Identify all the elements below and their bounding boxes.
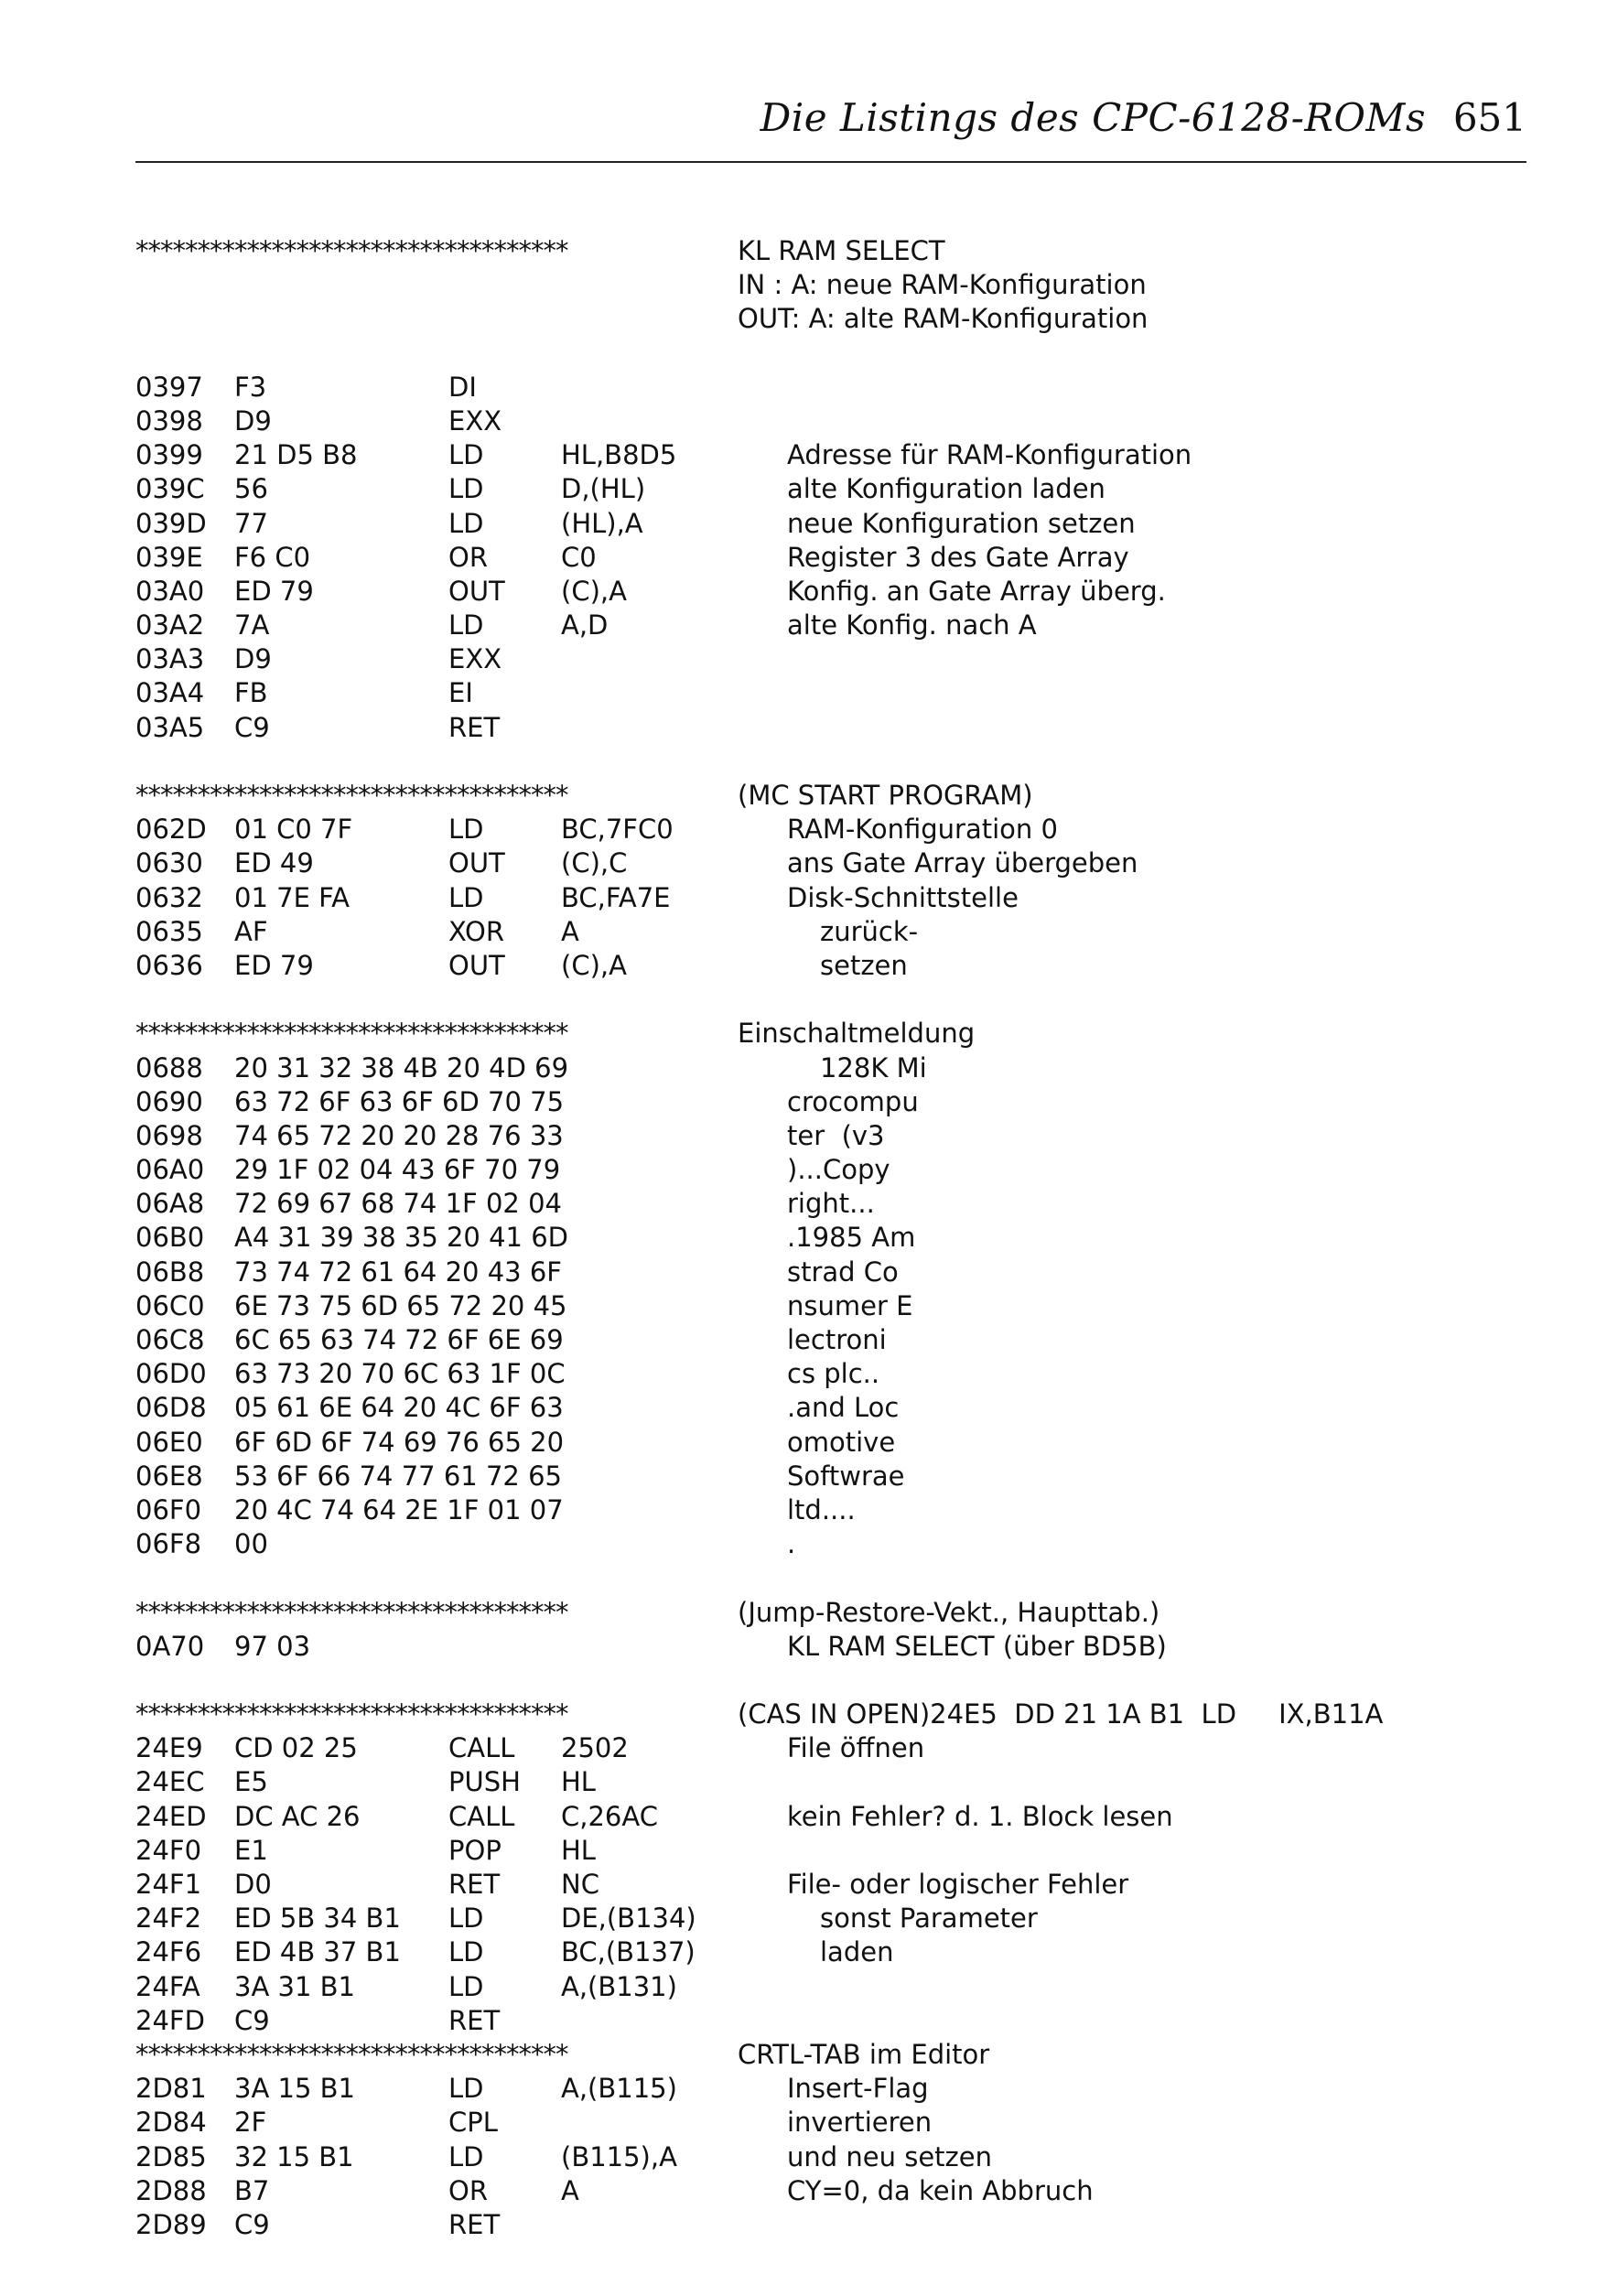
operand: (HL),A xyxy=(561,507,643,539)
address: 0A70 xyxy=(135,1630,205,1662)
address: 0690 xyxy=(135,1085,203,1117)
mnemonic: CALL xyxy=(448,1732,515,1764)
hex-bytes: 72 69 67 68 74 1F 02 04 xyxy=(234,1188,562,1220)
hex-bytes: 73 74 72 61 64 20 43 6F xyxy=(234,1256,562,1288)
comment: . xyxy=(787,1528,796,1560)
section-header-text: CRTL-TAB im Editor xyxy=(738,2038,990,2070)
code-row xyxy=(135,2072,1526,2106)
hex-bytes: E5 xyxy=(234,1766,268,1798)
operand: HL xyxy=(561,1766,596,1798)
separator-stars: *********************************** xyxy=(135,780,568,811)
mnemonic: POP xyxy=(448,1834,502,1866)
operand: (C),C xyxy=(561,847,628,879)
mnemonic: OR xyxy=(448,541,488,573)
address: 0688 xyxy=(135,1051,203,1083)
address: 2D81 xyxy=(135,2073,207,2105)
comment: Softwrae xyxy=(787,1460,905,1492)
operand: D,(HL) xyxy=(561,473,646,505)
mnemonic: RET xyxy=(448,2208,501,2240)
hex-bytes: 6F 6D 6F 74 69 76 65 20 xyxy=(234,1426,565,1458)
page-number: 651 xyxy=(1452,95,1526,140)
address: 039E xyxy=(135,541,203,573)
address: 06F8 xyxy=(135,1528,202,1560)
hex-bytes: 2F xyxy=(234,2107,267,2139)
comment: Disk-Schnittstelle xyxy=(787,881,1019,913)
hex-bytes: 20 31 32 38 4B 20 4D 69 xyxy=(234,1051,569,1083)
mnemonic: DI xyxy=(448,371,477,403)
mnemonic: EXX xyxy=(448,643,502,675)
operand: A,(B115) xyxy=(561,2073,677,2105)
address: 24F6 xyxy=(135,1936,202,1968)
hex-bytes: FB xyxy=(234,677,268,709)
comment: Adresse für RAM-Konfiguration xyxy=(787,439,1192,471)
mnemonic: EI xyxy=(448,677,473,709)
hex-bytes: F3 xyxy=(234,371,267,403)
hex-bytes: CD 02 25 xyxy=(234,1732,358,1764)
mnemonic: LD xyxy=(448,609,484,641)
comment: KL RAM SELECT (über BD5B) xyxy=(787,1630,1167,1662)
section-header-text: (Jump-Restore-Vekt., Haupttab.) xyxy=(738,1596,1160,1628)
address: 06D0 xyxy=(135,1358,207,1390)
operand: (B115),A xyxy=(561,2140,677,2172)
comment: alte Konfig. nach A xyxy=(787,609,1037,641)
operand: C,26AC xyxy=(561,1800,658,1832)
separator-stars: *********************************** xyxy=(135,1596,568,1628)
operand: A,(B131) xyxy=(561,1970,677,2002)
address: 03A5 xyxy=(135,711,205,743)
section-header-line xyxy=(135,302,1526,336)
hex-bytes: ED 5B 34 B1 xyxy=(234,1903,401,1935)
address: 2D84 xyxy=(135,2107,207,2139)
mnemonic: OR xyxy=(448,2174,488,2206)
code-row xyxy=(135,1085,1526,1119)
comment: )...Copy xyxy=(787,1154,890,1186)
code-row xyxy=(135,1119,1526,1153)
mnemonic: LD xyxy=(448,507,484,539)
code-row xyxy=(135,1357,1526,1391)
address: 06B8 xyxy=(135,1256,205,1288)
section-header-line xyxy=(135,1698,1526,1731)
hex-bytes: 3A 31 B1 xyxy=(234,1970,355,2002)
hex-bytes: 77 xyxy=(234,507,268,539)
address: 0398 xyxy=(135,404,203,437)
comment: strad Co xyxy=(787,1256,899,1288)
code-row xyxy=(135,1493,1526,1527)
address: 06E8 xyxy=(135,1460,203,1492)
blank-line xyxy=(135,1561,1526,1595)
operand: HL,B8D5 xyxy=(561,439,677,471)
operand: NC xyxy=(561,1869,599,1900)
code-row xyxy=(135,1800,1526,1834)
code-row xyxy=(135,1902,1526,1935)
code-row xyxy=(135,472,1526,506)
section-header-line xyxy=(135,268,1526,302)
code-row xyxy=(135,404,1526,438)
code-row xyxy=(135,1935,1526,1969)
code-row xyxy=(135,438,1526,472)
separator-stars: *********************************** xyxy=(135,2038,568,2070)
address: 24F2 xyxy=(135,1903,202,1935)
address: 03A3 xyxy=(135,643,205,675)
mnemonic: RET xyxy=(448,2004,501,2036)
code-row xyxy=(135,2174,1526,2208)
assembly-listing xyxy=(135,234,1526,2242)
address: 03A0 xyxy=(135,575,205,607)
hex-bytes: C9 xyxy=(234,2208,270,2240)
code-row xyxy=(135,2208,1526,2242)
code-row xyxy=(135,507,1526,541)
comment: sonst Parameter xyxy=(820,1903,1038,1935)
hex-bytes: ED 79 xyxy=(234,575,314,607)
code-row xyxy=(135,1460,1526,1493)
address: 039C xyxy=(135,473,205,505)
hex-bytes: 97 03 xyxy=(234,1630,311,1662)
mnemonic: RET xyxy=(448,1869,501,1900)
code-row xyxy=(135,609,1526,642)
comment: ans Gate Array übergeben xyxy=(787,847,1138,879)
address: 0698 xyxy=(135,1119,203,1151)
section-header-line xyxy=(135,234,1526,268)
mnemonic: CALL xyxy=(448,1800,515,1832)
address: 062D xyxy=(135,814,207,846)
section-header-line xyxy=(135,1017,1526,1051)
mnemonic: LD xyxy=(448,473,484,505)
comment: ter (v3 xyxy=(787,1119,885,1151)
mnemonic: OUT xyxy=(448,575,505,607)
code-row xyxy=(135,2140,1526,2174)
hex-bytes: ED 79 xyxy=(234,949,314,981)
blank-line xyxy=(135,337,1526,371)
comment: kein Fehler? d. 1. Block lesen xyxy=(787,1800,1173,1832)
operand: (C),A xyxy=(561,575,627,607)
hex-bytes: DC AC 26 xyxy=(234,1800,361,1832)
hex-bytes: ED 4B 37 B1 xyxy=(234,1936,401,1968)
code-row xyxy=(135,1731,1526,1765)
blank-line xyxy=(135,745,1526,779)
mnemonic: LD xyxy=(448,2073,484,2105)
section-header-text: Einschaltmeldung xyxy=(738,1018,976,1050)
hex-bytes: F6 C0 xyxy=(234,541,311,573)
comment: setzen xyxy=(820,949,908,981)
comment: CY=0, da kein Abbruch xyxy=(787,2174,1094,2206)
code-row xyxy=(135,575,1526,609)
section-header-line xyxy=(135,1596,1526,1630)
comment: ltd.... xyxy=(787,1493,856,1525)
hex-bytes: 29 1F 02 04 43 6F 70 79 xyxy=(234,1154,561,1186)
code-row xyxy=(135,2106,1526,2140)
code-row xyxy=(135,1527,1526,1561)
address: 24ED xyxy=(135,1800,207,1832)
operand: HL xyxy=(561,1834,596,1866)
address: 0399 xyxy=(135,439,203,471)
code-row xyxy=(135,1323,1526,1357)
section-header-line xyxy=(135,779,1526,813)
comment: crocompu xyxy=(787,1085,919,1117)
address: 24FD xyxy=(135,2004,205,2036)
address: 06C8 xyxy=(135,1324,205,1355)
section-header-text: (CAS IN OPEN)24E5 DD 21 1A B1 LD IX,B11A xyxy=(738,1698,1384,1730)
hex-bytes: C9 xyxy=(234,2004,270,2036)
hex-bytes: 74 65 72 20 20 28 76 33 xyxy=(234,1119,564,1151)
comment: nsumer E xyxy=(787,1289,913,1321)
page-title: Die Listings des CPC-6128-ROMs xyxy=(760,95,1426,140)
hex-bytes: D9 xyxy=(234,643,272,675)
hex-bytes: 01 7E FA xyxy=(234,881,350,913)
code-row xyxy=(135,1970,1526,2004)
address: 24E9 xyxy=(135,1732,203,1764)
operand: BC,(B137) xyxy=(561,1936,696,1968)
address: 24F1 xyxy=(135,1869,202,1900)
hex-bytes: 53 6F 66 74 77 61 72 65 xyxy=(234,1460,562,1492)
address: 2D88 xyxy=(135,2174,207,2206)
code-row xyxy=(135,1426,1526,1460)
hex-bytes: 6E 73 75 6D 65 72 20 45 xyxy=(234,1289,567,1321)
comment: cs plc.. xyxy=(787,1358,880,1390)
address: 0397 xyxy=(135,371,203,403)
address: 24EC xyxy=(135,1766,205,1798)
operand: DE,(B134) xyxy=(561,1903,696,1935)
code-row xyxy=(135,676,1526,710)
comment: File öffnen xyxy=(787,1732,925,1764)
hex-bytes: AF xyxy=(234,915,268,947)
mnemonic: PUSH xyxy=(448,1766,521,1798)
address: 24F0 xyxy=(135,1834,202,1866)
address: 2D89 xyxy=(135,2208,207,2240)
page-header xyxy=(135,88,1526,163)
hex-bytes: E1 xyxy=(234,1834,268,1866)
address: 06A8 xyxy=(135,1188,205,1220)
mnemonic: LD xyxy=(448,1970,484,2002)
comment: zurück- xyxy=(820,915,919,947)
code-row xyxy=(135,1153,1526,1187)
comment: neue Konfiguration setzen xyxy=(787,507,1136,539)
comment: Register 3 des Gate Array xyxy=(787,541,1129,573)
separator-stars: *********************************** xyxy=(135,1018,568,1050)
code-row xyxy=(135,915,1526,949)
hex-bytes: 01 C0 7F xyxy=(234,814,353,846)
code-row xyxy=(135,1256,1526,1289)
code-row xyxy=(135,846,1526,880)
code-row xyxy=(135,1834,1526,1868)
operand: BC,7FC0 xyxy=(561,814,674,846)
code-row xyxy=(135,2004,1526,2038)
mnemonic: OUT xyxy=(448,949,505,981)
hex-bytes: D9 xyxy=(234,404,272,437)
mnemonic: RET xyxy=(448,711,501,743)
operand: A xyxy=(561,2174,579,2206)
address: 06E0 xyxy=(135,1426,203,1458)
mnemonic: LD xyxy=(448,439,484,471)
comment: invertieren xyxy=(787,2107,933,2139)
address: 03A2 xyxy=(135,609,205,641)
comment: RAM-Konfiguration 0 xyxy=(787,814,1058,846)
hex-bytes: 3A 15 B1 xyxy=(234,2073,355,2105)
address: 06F0 xyxy=(135,1493,202,1525)
code-row xyxy=(135,949,1526,983)
section-header-line xyxy=(135,2038,1526,2072)
comment: .1985 Am xyxy=(787,1222,916,1254)
address: 06C0 xyxy=(135,1289,205,1321)
address: 0635 xyxy=(135,915,203,947)
hex-bytes: 7A xyxy=(234,609,270,641)
mnemonic: LD xyxy=(448,2140,484,2172)
separator-stars: *********************************** xyxy=(135,235,568,266)
mnemonic: LD xyxy=(448,814,484,846)
hex-bytes: B7 xyxy=(234,2174,270,2206)
code-row xyxy=(135,541,1526,575)
hex-bytes: 56 xyxy=(234,473,268,505)
operand: A xyxy=(561,915,579,947)
code-row xyxy=(135,1221,1526,1255)
address: 06B0 xyxy=(135,1222,205,1254)
address: 03A4 xyxy=(135,677,205,709)
operand: 2502 xyxy=(561,1732,629,1764)
code-row xyxy=(135,1391,1526,1425)
comment: laden xyxy=(820,1936,894,1968)
hex-bytes: 21 D5 B8 xyxy=(234,439,358,471)
hex-bytes: D0 xyxy=(234,1869,272,1900)
code-row xyxy=(135,642,1526,676)
code-row xyxy=(135,813,1526,846)
mnemonic: CPL xyxy=(448,2107,498,2139)
address: 24FA xyxy=(135,1970,200,2002)
operand: BC,FA7E xyxy=(561,881,671,913)
section-header-text: OUT: A: alte RAM-Konfiguration xyxy=(738,303,1149,335)
address: 2D85 xyxy=(135,2140,207,2172)
code-row xyxy=(135,1630,1526,1664)
hex-bytes: 63 73 20 70 6C 63 1F 0C xyxy=(234,1358,566,1390)
code-row xyxy=(135,881,1526,915)
comment: 128K Mi xyxy=(820,1051,927,1083)
comment: Konfig. an Gate Array überg. xyxy=(787,575,1166,607)
hex-bytes: A4 31 39 38 35 20 41 6D xyxy=(234,1222,569,1254)
comment: lectroni xyxy=(787,1324,887,1355)
comment: und neu setzen xyxy=(787,2140,992,2172)
address: 06A0 xyxy=(135,1154,205,1186)
section-header-text: KL RAM SELECT xyxy=(738,235,945,266)
code-row xyxy=(135,1051,1526,1085)
address: 0636 xyxy=(135,949,203,981)
section-header-text: IN : A: neue RAM-Konfiguration xyxy=(738,269,1147,301)
code-row xyxy=(135,1187,1526,1221)
section-header-text: (MC START PROGRAM) xyxy=(738,780,1033,811)
hex-bytes: 05 61 6E 64 20 4C 6F 63 xyxy=(234,1392,564,1424)
code-row xyxy=(135,1765,1526,1799)
blank-line xyxy=(135,983,1526,1017)
address: 0632 xyxy=(135,881,203,913)
comment: right... xyxy=(787,1188,875,1220)
mnemonic: LD xyxy=(448,881,484,913)
code-row xyxy=(135,1289,1526,1323)
operand: A,D xyxy=(561,609,609,641)
separator-stars: *********************************** xyxy=(135,1698,568,1730)
hex-bytes: C9 xyxy=(234,711,270,743)
comment: .and Loc xyxy=(787,1392,900,1424)
blank-line xyxy=(135,1664,1526,1698)
mnemonic: EXX xyxy=(448,404,502,437)
mnemonic: LD xyxy=(448,1903,484,1935)
address: 06D8 xyxy=(135,1392,207,1424)
hex-bytes: 6C 65 63 74 72 6F 6E 69 xyxy=(234,1324,564,1355)
hex-bytes: 00 xyxy=(234,1528,268,1560)
address: 039D xyxy=(135,507,207,539)
mnemonic: LD xyxy=(448,1936,484,1968)
comment: omotive xyxy=(787,1426,896,1458)
address: 0630 xyxy=(135,847,203,879)
mnemonic: XOR xyxy=(448,915,504,947)
operand: C0 xyxy=(561,541,597,573)
hex-bytes: ED 49 xyxy=(234,847,314,879)
comment: File- oder logischer Fehler xyxy=(787,1869,1129,1900)
comment: Insert-Flag xyxy=(787,2073,929,2105)
comment: alte Konfiguration laden xyxy=(787,473,1105,505)
operand: (C),A xyxy=(561,949,627,981)
hex-bytes: 32 15 B1 xyxy=(234,2140,354,2172)
hex-bytes: 20 4C 74 64 2E 1F 01 07 xyxy=(234,1493,564,1525)
mnemonic: OUT xyxy=(448,847,505,879)
code-row xyxy=(135,711,1526,745)
code-row xyxy=(135,1868,1526,1902)
code-row xyxy=(135,371,1526,404)
hex-bytes: 63 72 6F 63 6F 6D 70 75 xyxy=(234,1085,565,1117)
